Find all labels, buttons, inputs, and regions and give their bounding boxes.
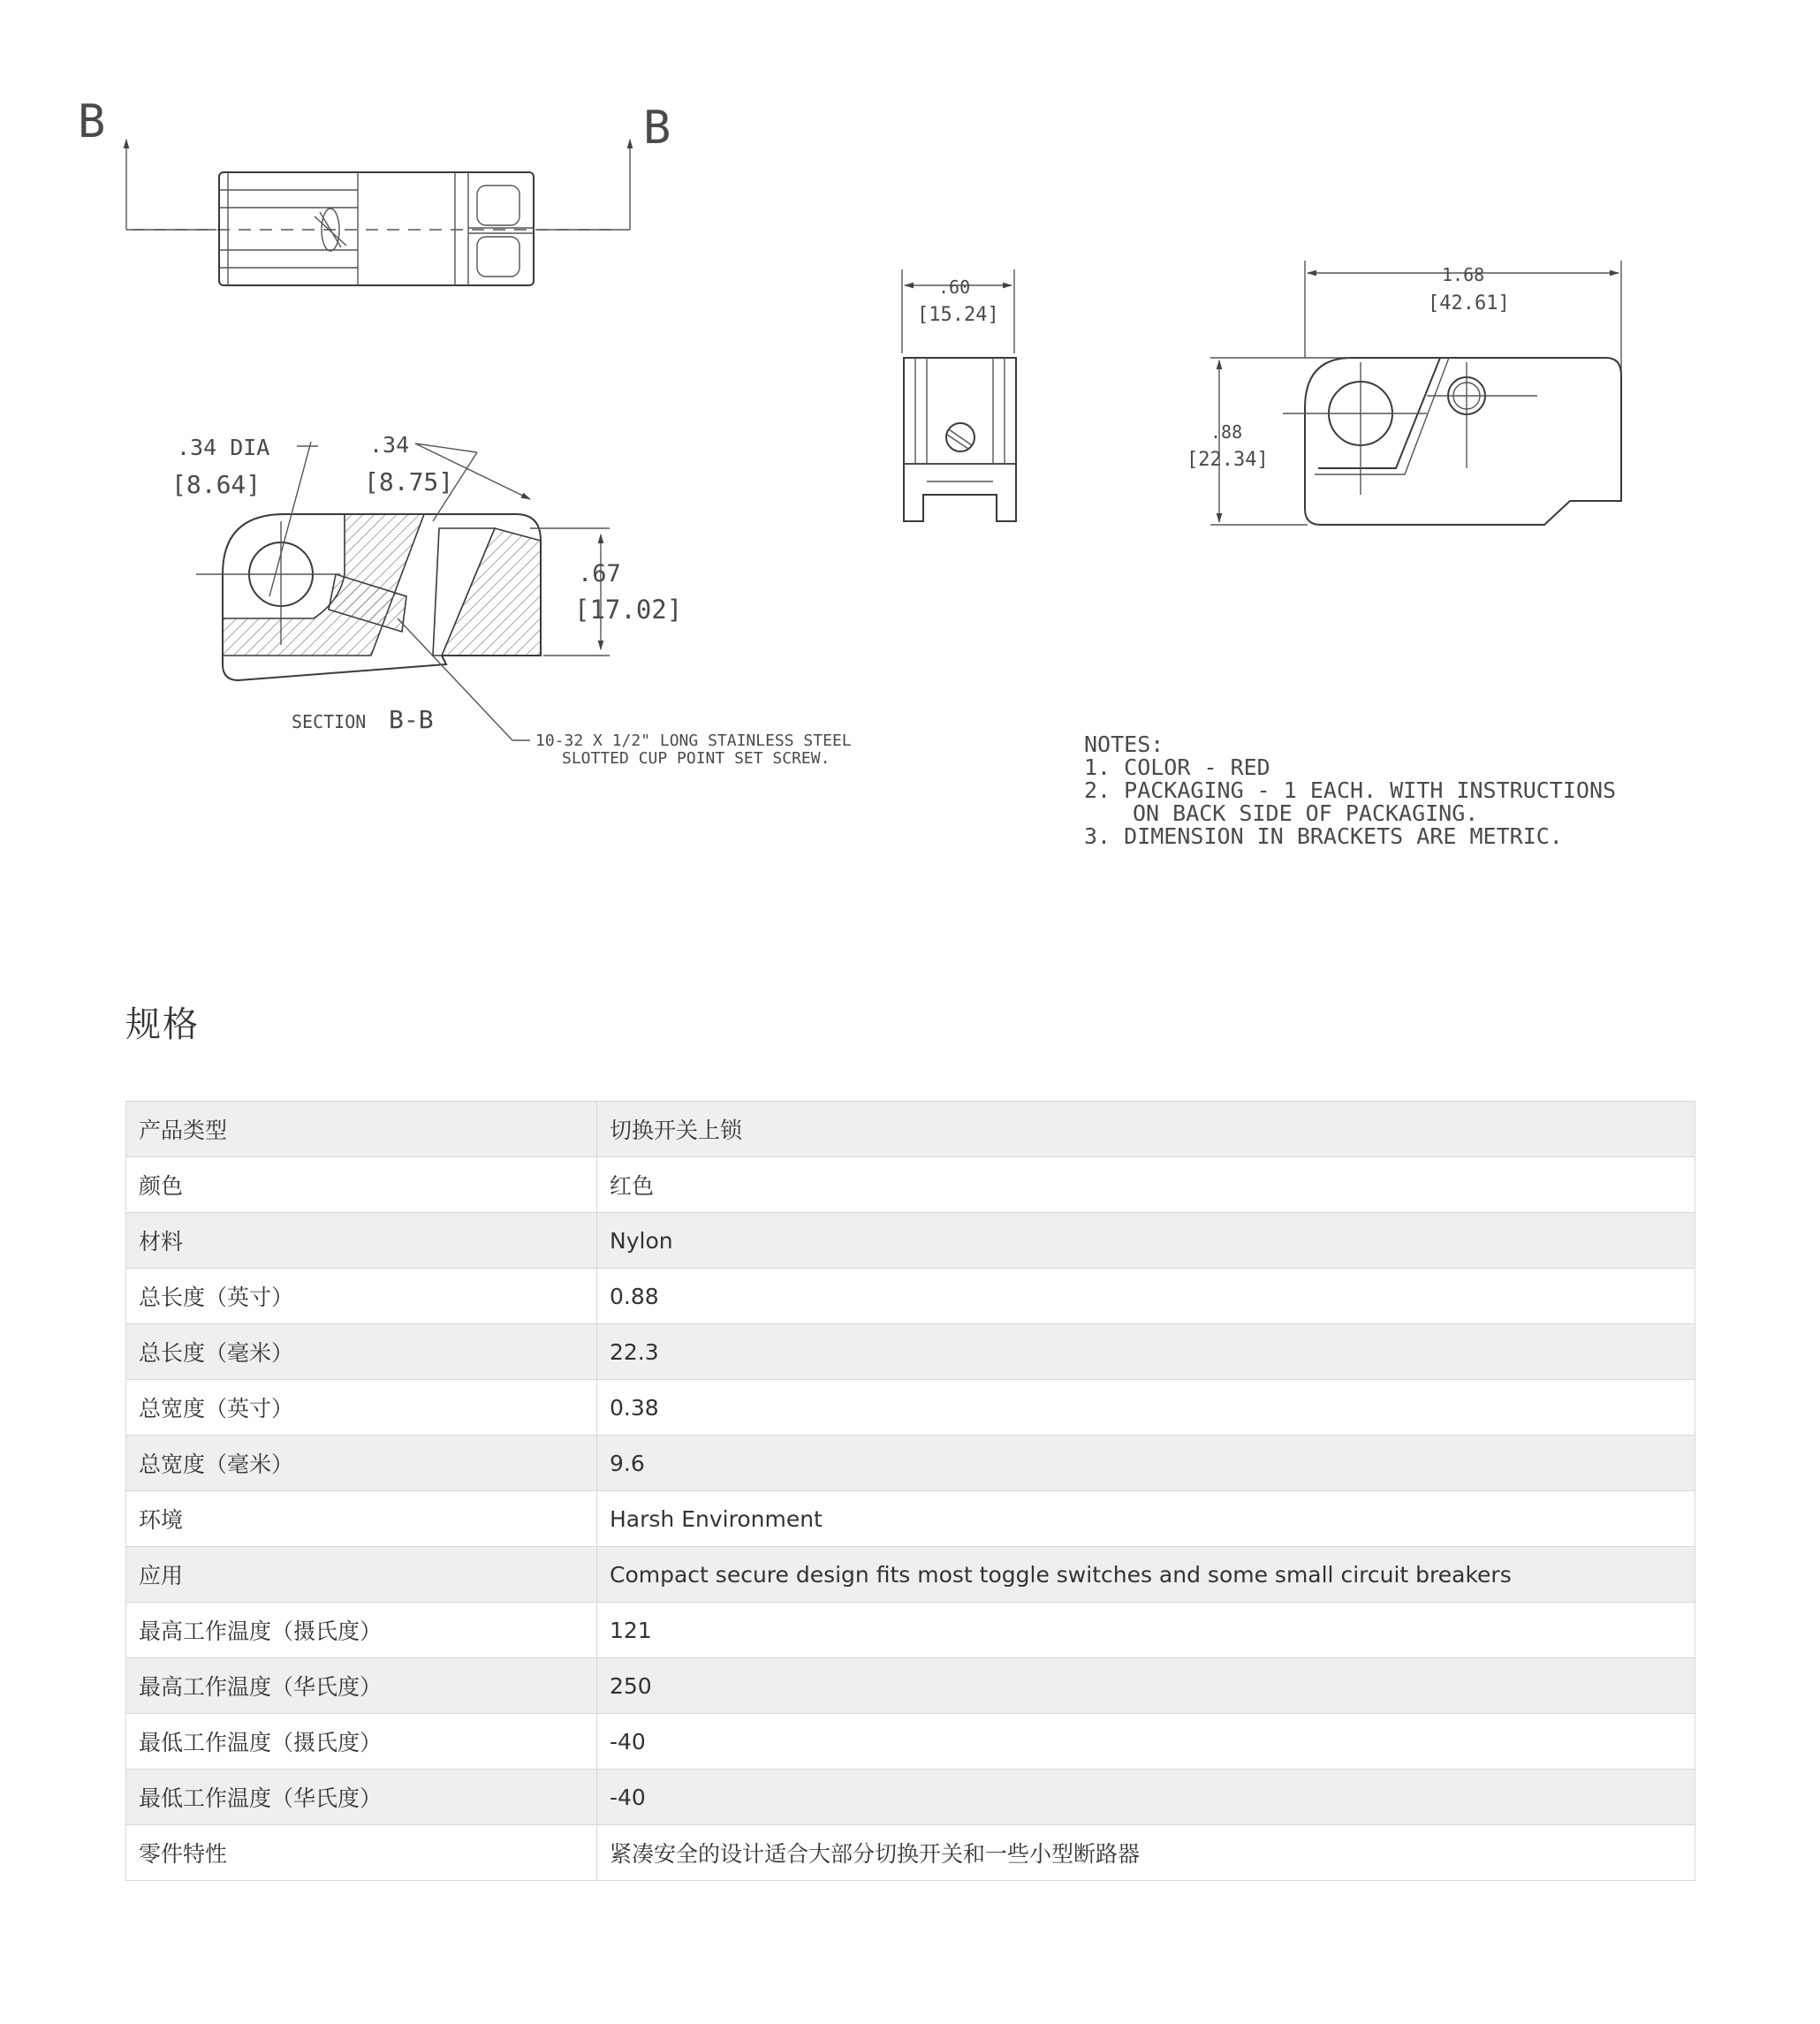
spec-label: 环境 xyxy=(126,1491,597,1547)
table-row xyxy=(126,1770,1695,1825)
spec-label: 总宽度（英寸） xyxy=(126,1380,597,1436)
spec-value: Harsh Environment xyxy=(597,1491,1695,1547)
spec-value: -40 xyxy=(597,1714,1695,1770)
spec-value: 250 xyxy=(597,1658,1695,1714)
section-label-big: B-B xyxy=(389,705,434,734)
table-row xyxy=(126,1603,1695,1658)
table-row xyxy=(126,1436,1695,1491)
spec-value: Compact secure design fits most toggle switches and some small circuit breakers xyxy=(597,1547,1695,1603)
note-line-4: 3. DIMENSION IN BRACKETS ARE METRIC. xyxy=(1084,823,1563,849)
table-row xyxy=(126,1380,1695,1436)
spec-label: 最高工作温度（华氏度） xyxy=(126,1658,597,1714)
width-metric: [15.24] xyxy=(917,304,999,326)
table-row xyxy=(126,1491,1695,1547)
height-metric: [17.02] xyxy=(574,595,683,625)
dia-metric: [8.64] xyxy=(171,470,262,499)
section-view xyxy=(171,432,852,768)
spec-value: -40 xyxy=(597,1770,1695,1825)
table-row xyxy=(126,1102,1695,1157)
spec-value: 0.88 xyxy=(597,1269,1695,1324)
end-view xyxy=(902,269,1016,521)
table-row xyxy=(126,1825,1695,1881)
spec-value: 切换开关上锁 xyxy=(597,1102,1695,1157)
table-row xyxy=(126,1658,1695,1714)
spec-label: 最低工作温度（华氏度） xyxy=(126,1770,597,1825)
spec-value: 121 xyxy=(597,1603,1695,1658)
notes-block xyxy=(1084,732,1616,849)
side-height-metric: [22.34] xyxy=(1187,449,1269,471)
spec-value: 红色 xyxy=(597,1157,1695,1213)
spec-value: 0.38 xyxy=(597,1380,1695,1436)
section-marker-left: B xyxy=(78,95,106,148)
spec-value: 22.3 xyxy=(597,1324,1695,1380)
spec-value: 9.6 xyxy=(597,1436,1695,1491)
dia-label: .34 DIA xyxy=(177,435,270,460)
technical-drawing xyxy=(0,0,1820,883)
side-view xyxy=(1187,261,1621,525)
spec-value: Nylon xyxy=(597,1213,1695,1269)
width-dim: .60 xyxy=(938,277,971,298)
table-row xyxy=(126,1714,1695,1770)
spec-label: 总长度（毫米） xyxy=(126,1324,597,1380)
angle-metric: [8.75] xyxy=(364,467,454,497)
spec-label: 应用 xyxy=(126,1547,597,1603)
height-dim: .67 xyxy=(578,560,621,587)
spec-label: 总长度（英寸） xyxy=(126,1269,597,1324)
spec-value: 紧凑安全的设计适合大部分切换开关和一些小型断路器 xyxy=(597,1825,1695,1881)
side-height-dim: .88 xyxy=(1210,421,1243,443)
spec-label: 零件特性 xyxy=(126,1825,597,1881)
table-row xyxy=(126,1547,1695,1603)
table-row xyxy=(126,1269,1695,1324)
note-line-2: 2. PACKAGING - 1 EACH. WITH INSTRUCTIONS xyxy=(1084,777,1617,803)
spec-label: 最高工作温度（摄氏度） xyxy=(126,1603,597,1658)
length-metric: [42.61] xyxy=(1428,292,1510,315)
note-line-3: ON BACK SIDE OF PACKAGING. xyxy=(1133,800,1479,826)
spec-label: 最低工作温度（摄氏度） xyxy=(126,1714,597,1770)
spec-label: 材料 xyxy=(126,1213,597,1269)
table-row xyxy=(126,1157,1695,1213)
spec-label: 总宽度（毫米） xyxy=(126,1436,597,1491)
spec-title: 规格 xyxy=(125,1004,200,1045)
angle-dim: .34 xyxy=(369,432,410,458)
table-row xyxy=(126,1213,1695,1269)
screw-note-line1: 10-32 X 1/2" LONG STAINLESS STEEL xyxy=(535,732,852,750)
spec-label: 产品类型 xyxy=(126,1102,597,1157)
section-marker-right: B xyxy=(643,102,671,155)
length-dim: 1.68 xyxy=(1442,264,1485,285)
screw-note-line2: SLOTTED CUP POINT SET SCREW. xyxy=(562,749,830,768)
spec-label: 颜色 xyxy=(126,1157,597,1213)
note-line-1: 1. COLOR - RED xyxy=(1084,754,1270,780)
section-label-small: SECTION xyxy=(292,711,367,732)
top-view xyxy=(78,95,671,285)
table-row xyxy=(126,1324,1695,1380)
notes-title: NOTES: xyxy=(1084,732,1164,757)
spec-table xyxy=(125,1101,1695,1881)
